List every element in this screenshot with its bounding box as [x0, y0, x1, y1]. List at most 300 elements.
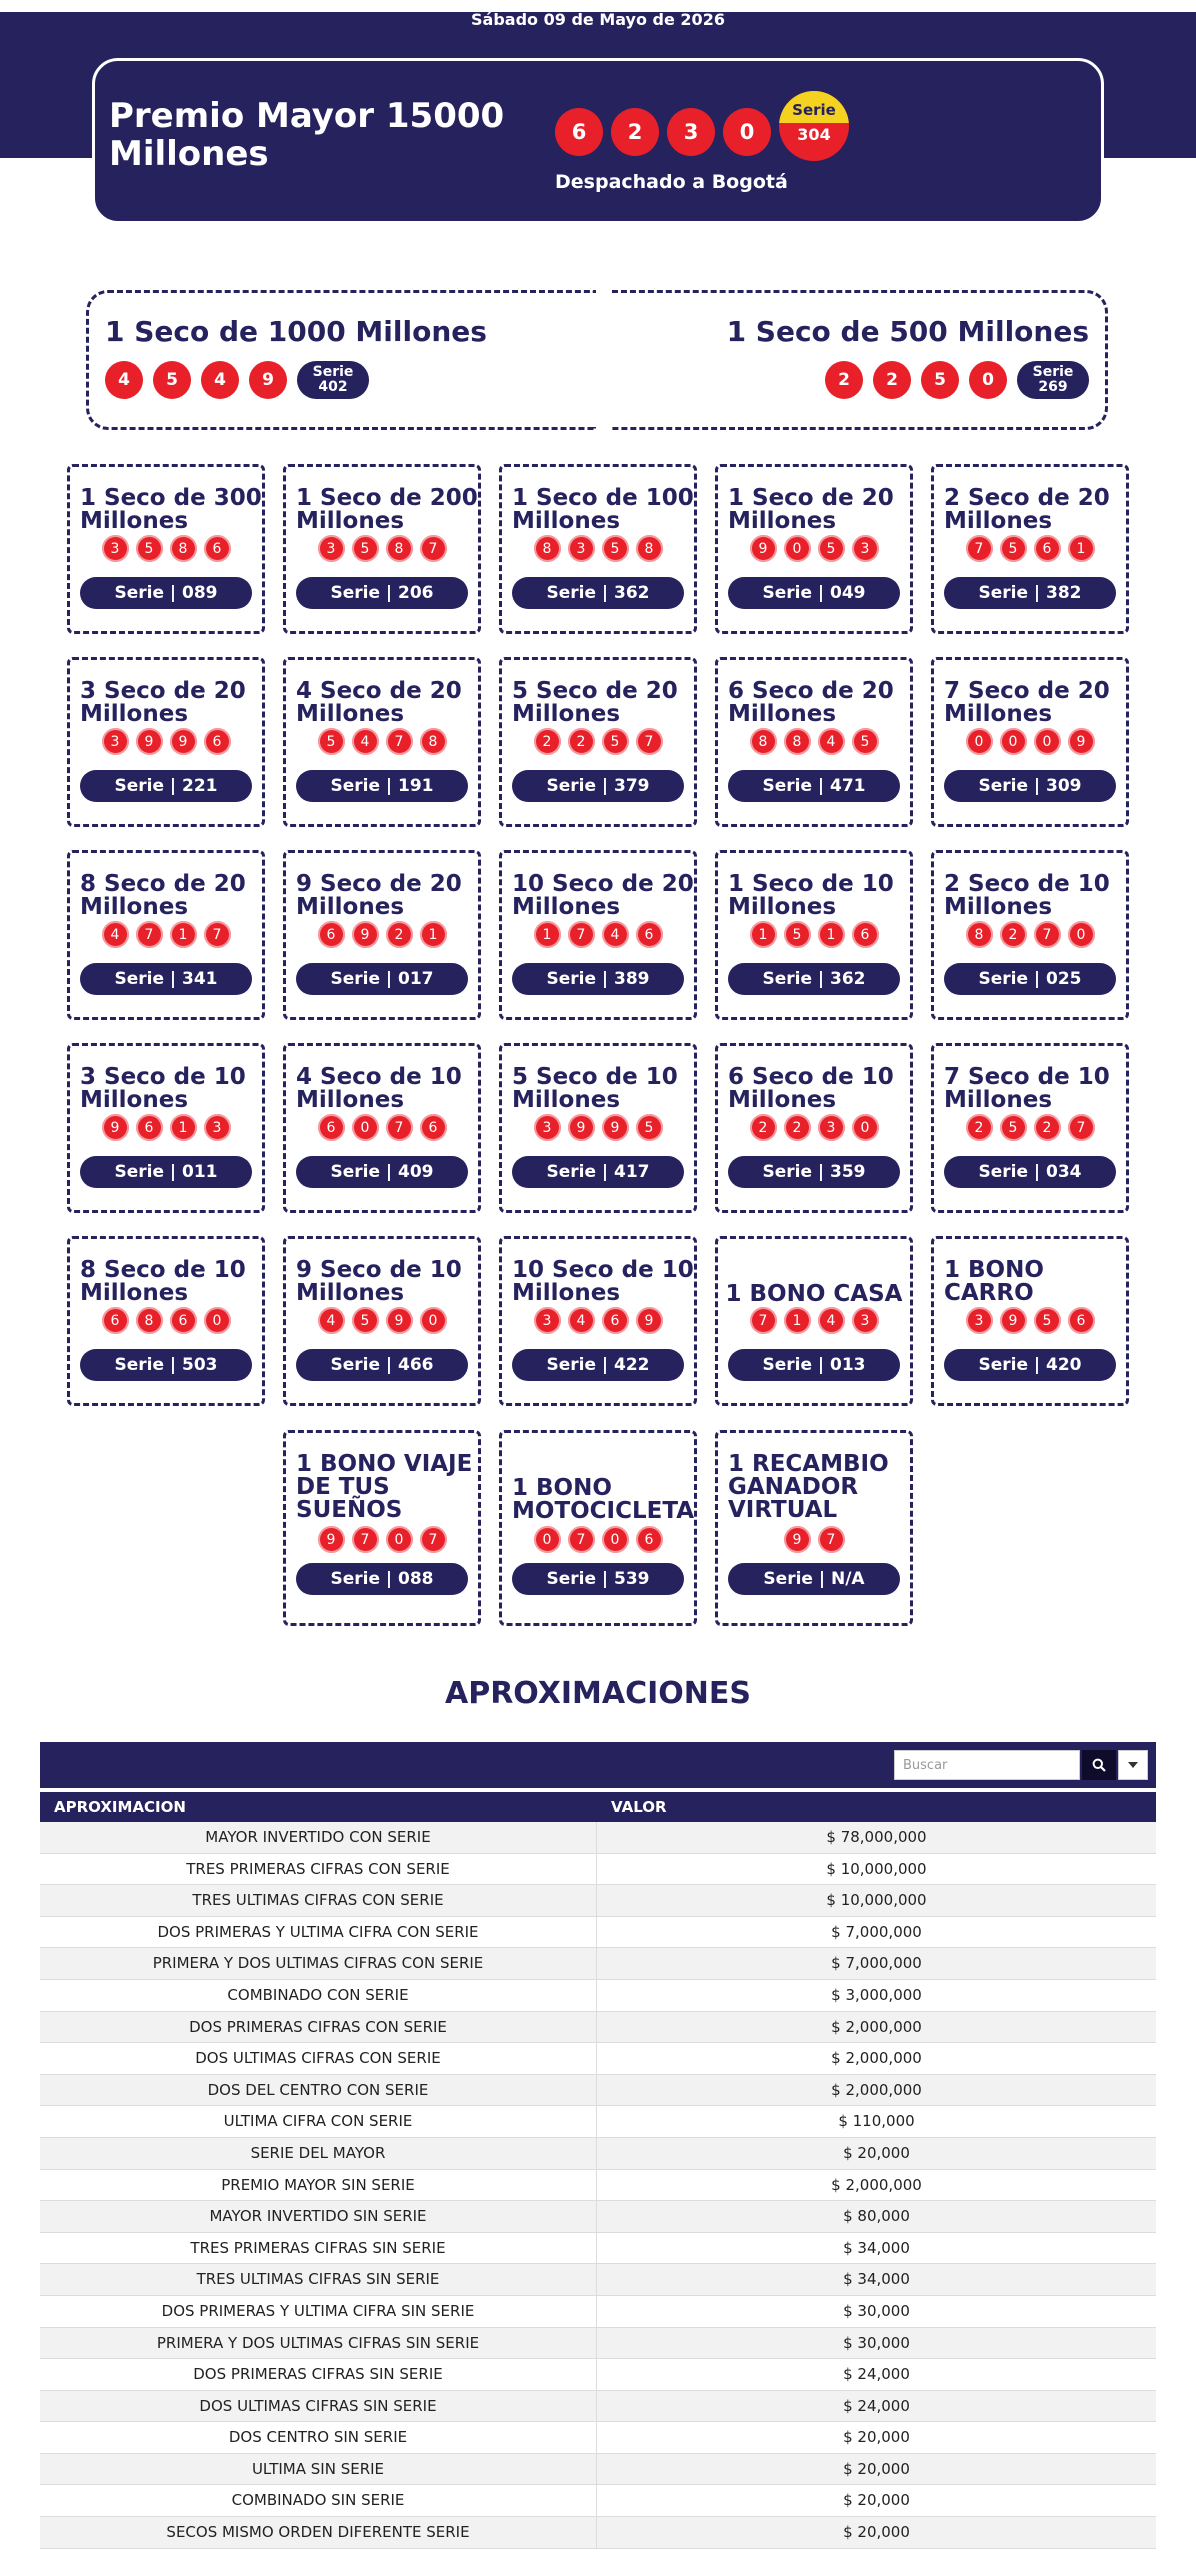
number-ball: 6 — [1034, 535, 1061, 562]
prize-title: 8 Seco de 10 Millones — [80, 1257, 246, 1306]
number-ball: 4 — [102, 921, 129, 948]
number-ball: 3 — [534, 1307, 561, 1334]
cell-valor: $ 24,000 — [843, 2396, 910, 2415]
cell-valor: $ 2,000,000 — [831, 2017, 922, 2036]
number-ball: 5 — [602, 535, 629, 562]
serie-label: Serie | 359 — [728, 1156, 900, 1188]
big-prize-numbers — [825, 361, 1089, 399]
serie-label: Serie | 013 — [728, 1349, 900, 1381]
cell-aproximacion: TRES ULTIMAS CIFRAS CON SERIE — [40, 1885, 597, 1916]
number-ball: 3 — [852, 535, 879, 562]
prize-card — [931, 1043, 1129, 1213]
column-header-valor[interactable]: VALOR — [611, 1798, 667, 1816]
number-ball: 3 — [534, 1114, 561, 1141]
cell-aproximacion: TRES PRIMERAS CIFRAS CON SERIE — [40, 1854, 597, 1885]
prize-title: 5 Seco de 20 Millones — [512, 678, 678, 727]
serie-label: Serie | 362 — [512, 577, 684, 609]
number-ball: 6 — [170, 1307, 197, 1334]
number-ball: 4 — [818, 1307, 845, 1334]
number-ball: 4 — [352, 728, 379, 755]
prize-title: 2 Seco de 10 Millones — [944, 871, 1110, 920]
table-row — [40, 1980, 1156, 2012]
prize-card — [499, 1043, 697, 1213]
number-ball: 2 — [568, 728, 595, 755]
prize-card — [931, 1236, 1129, 1406]
cell-aproximacion: DOS ULTIMAS CIFRAS CON SERIE — [40, 2043, 597, 2074]
prize-title: 1 Seco de 100 Millones — [512, 485, 694, 534]
table-row — [40, 2454, 1156, 2486]
number-ball: 6 — [420, 1114, 447, 1141]
cell-aproximacion: DOS DEL CENTRO CON SERIE — [40, 2075, 597, 2106]
number-ball: 6 — [136, 1114, 163, 1141]
number-ball: 2 — [386, 921, 413, 948]
cell-aproximacion: COMBINADO CON SERIE — [40, 1980, 597, 2011]
prize-title: 1 Seco de 10 Millones — [728, 871, 894, 920]
prize-card — [283, 464, 481, 634]
serie-label: Serie | 420 — [944, 1349, 1116, 1381]
prize-numbers — [286, 1526, 478, 1553]
number-ball: 6 — [636, 1526, 663, 1553]
prize-title: 8 Seco de 20 Millones — [80, 871, 246, 920]
number-ball: 8 — [420, 728, 447, 755]
number-ball: 1 — [534, 921, 561, 948]
table-row — [40, 2517, 1156, 2549]
prize-numbers — [70, 728, 262, 755]
number-ball: 9 — [170, 728, 197, 755]
serie-label: Serie | 539 — [512, 1563, 684, 1595]
prize-title: 9 Seco de 10 Millones — [296, 1257, 462, 1306]
cell-valor: $ 10,000,000 — [826, 1891, 927, 1910]
number-ball: 9 — [386, 1307, 413, 1334]
serie-badge — [779, 91, 849, 161]
number-ball: 6 — [204, 728, 231, 755]
table-row — [40, 2170, 1156, 2202]
prize-title: 1 Seco de 20 Millones — [728, 485, 894, 534]
cell-valor: $ 10,000,000 — [826, 1859, 927, 1878]
cell-aproximacion: TRES ULTIMAS CIFRAS SIN SERIE — [40, 2264, 597, 2295]
number-ball: 5 — [818, 535, 845, 562]
number-ball: 6 — [318, 921, 345, 948]
prize-numbers — [718, 535, 910, 562]
prize-title: 9 Seco de 20 Millones — [296, 871, 462, 920]
number-ball: 9 — [249, 361, 287, 399]
big-prize-title: 1 Seco de 500 Millones — [726, 315, 1089, 348]
number-ball: 7 — [204, 921, 231, 948]
number-ball: 1 — [784, 1307, 811, 1334]
table-row — [40, 2328, 1156, 2360]
cell-valor: $ 20,000 — [843, 2143, 910, 2162]
table-row — [40, 2138, 1156, 2170]
cell-valor: $ 110,000 — [838, 2112, 915, 2131]
prize-numbers — [502, 921, 694, 948]
prize-title: 1 RECAMBIO GANADOR VIRTUAL — [728, 1451, 889, 1523]
number-ball: 3 — [102, 728, 129, 755]
serie-label: Serie | 088 — [296, 1563, 468, 1595]
number-ball: 0 — [534, 1526, 561, 1553]
table-row — [40, 2359, 1156, 2391]
columns-dropdown-button[interactable] — [1118, 1750, 1148, 1780]
table-row — [40, 2233, 1156, 2265]
number-ball: 3 — [818, 1114, 845, 1141]
serie-pill-number: 402 — [318, 379, 348, 395]
serie-badge-number: 304 — [797, 125, 831, 144]
prize-card — [715, 850, 913, 1020]
number-ball: 0 — [723, 108, 771, 156]
number-ball: 2 — [1000, 921, 1027, 948]
prize-card — [931, 464, 1129, 634]
number-ball: 0 — [352, 1114, 379, 1141]
number-ball: 5 — [636, 1114, 663, 1141]
number-ball: 8 — [534, 535, 561, 562]
prize-title: 10 Seco de 10 Millones — [512, 1257, 694, 1306]
prize-numbers — [718, 1114, 910, 1141]
number-ball: 5 — [852, 728, 879, 755]
prize-card — [715, 1430, 913, 1626]
serie-label: Serie | 422 — [512, 1349, 684, 1381]
number-ball: 2 — [784, 1114, 811, 1141]
serie-pill-label: Serie — [1032, 364, 1074, 380]
number-ball: 3 — [667, 108, 715, 156]
serie-label: Serie | 089 — [80, 577, 252, 609]
cell-aproximacion: DOS PRIMERAS CIFRAS CON SERIE — [40, 2012, 597, 2043]
number-ball: 9 — [750, 535, 777, 562]
table-row — [40, 2075, 1156, 2107]
search-button[interactable] — [1082, 1750, 1116, 1780]
prize-numbers — [502, 1307, 694, 1334]
table-row — [40, 2264, 1156, 2296]
serie-label: Serie | 503 — [80, 1349, 252, 1381]
serie-label: Serie | 471 — [728, 770, 900, 802]
serie-label: Serie | 017 — [296, 963, 468, 995]
cell-valor: $ 20,000 — [843, 2523, 910, 2542]
serie-label: Serie | 341 — [80, 963, 252, 995]
number-ball: 9 — [318, 1526, 345, 1553]
number-ball: 6 — [1068, 1307, 1095, 1334]
serie-badge-label: Serie — [779, 91, 849, 123]
number-ball: 5 — [153, 361, 191, 399]
prize-numbers — [286, 728, 478, 755]
table-body — [40, 1822, 1156, 2549]
prize-card — [499, 1430, 697, 1626]
number-ball: 0 — [1000, 728, 1027, 755]
number-ball: 9 — [1068, 728, 1095, 755]
table-header — [40, 1792, 1156, 1822]
number-ball: 8 — [750, 728, 777, 755]
search-icon — [1092, 1758, 1106, 1772]
prize-title: 4 Seco de 10 Millones — [296, 1064, 462, 1113]
number-ball: 8 — [636, 535, 663, 562]
prize-title: 7 Seco de 20 Millones — [944, 678, 1110, 727]
prize-title: 1 Seco de 200 Millones — [296, 485, 478, 534]
number-ball: 0 — [1068, 921, 1095, 948]
prize-numbers — [934, 1114, 1126, 1141]
prize-numbers — [502, 535, 694, 562]
prize-card — [67, 1236, 265, 1406]
prize-card — [283, 657, 481, 827]
search-input[interactable] — [894, 1750, 1080, 1780]
serie-pill-number: 269 — [1038, 379, 1068, 395]
serie-label: Serie | 389 — [512, 963, 684, 995]
number-ball: 2 — [825, 361, 863, 399]
prize-numbers — [934, 728, 1126, 755]
prize-card — [67, 1043, 265, 1213]
number-ball: 9 — [568, 1114, 595, 1141]
number-ball: 2 — [534, 728, 561, 755]
table-row — [40, 1854, 1156, 1886]
serie-label: Serie | 034 — [944, 1156, 1116, 1188]
cell-aproximacion: COMBINADO SIN SERIE — [40, 2485, 597, 2516]
table-row — [40, 2391, 1156, 2423]
number-ball: 5 — [352, 535, 379, 562]
cell-aproximacion: ULTIMA CIFRA CON SERIE — [40, 2106, 597, 2137]
cell-valor: $ 34,000 — [843, 2238, 910, 2257]
number-ball: 4 — [105, 361, 143, 399]
prize-card — [499, 657, 697, 827]
prize-title: 6 Seco de 20 Millones — [728, 678, 894, 727]
cell-valor: $ 3,000,000 — [831, 1985, 922, 2004]
big-prize-card-500 — [612, 290, 1108, 430]
prize-card — [283, 1236, 481, 1406]
number-ball: 0 — [602, 1526, 629, 1553]
cell-aproximacion: PRIMERA Y DOS ULTIMAS CIFRAS SIN SERIE — [40, 2328, 597, 2359]
table-row — [40, 2106, 1156, 2138]
serie-label: Serie | 466 — [296, 1349, 468, 1381]
table-row — [40, 2201, 1156, 2233]
table-row — [40, 1917, 1156, 1949]
cell-valor: $ 34,000 — [843, 2270, 910, 2289]
number-ball: 3 — [102, 535, 129, 562]
number-ball: 0 — [1034, 728, 1061, 755]
cell-valor: $ 7,000,000 — [831, 1922, 922, 1941]
prize-title: 3 Seco de 10 Millones — [80, 1064, 246, 1113]
prize-numbers — [70, 921, 262, 948]
prize-card — [67, 657, 265, 827]
number-ball: 0 — [386, 1526, 413, 1553]
main-prize-title: Premio Mayor 15000 Millones — [109, 96, 505, 174]
cell-valor: $ 80,000 — [843, 2207, 910, 2226]
prize-title: 3 Seco de 20 Millones — [80, 678, 246, 727]
cell-valor: $ 20,000 — [843, 2428, 910, 2447]
prize-card — [283, 850, 481, 1020]
number-ball: 6 — [318, 1114, 345, 1141]
number-ball: 5 — [921, 361, 959, 399]
cell-aproximacion: SECOS MISMO ORDEN DIFERENTE SERIE — [40, 2517, 597, 2548]
prize-numbers — [934, 921, 1126, 948]
cell-valor: $ 7,000,000 — [831, 1954, 922, 1973]
number-ball: 5 — [602, 728, 629, 755]
number-ball: 1 — [420, 921, 447, 948]
serie-label: Serie | 025 — [944, 963, 1116, 995]
number-ball: 7 — [636, 728, 663, 755]
number-ball: 3 — [318, 535, 345, 562]
cell-aproximacion: PREMIO MAYOR SIN SERIE — [40, 2170, 597, 2201]
number-ball: 0 — [969, 361, 1007, 399]
number-ball: 9 — [1000, 1307, 1027, 1334]
cell-valor: $ 2,000,000 — [831, 2080, 922, 2099]
prize-card — [931, 850, 1129, 1020]
serie-label: Serie | 049 — [728, 577, 900, 609]
number-ball: 4 — [818, 728, 845, 755]
serie-label: Serie | 011 — [80, 1156, 252, 1188]
number-ball: 3 — [568, 535, 595, 562]
table-row — [40, 2296, 1156, 2328]
table-row — [40, 1948, 1156, 1980]
cell-valor: $ 78,000,000 — [826, 1828, 927, 1846]
number-ball: 4 — [602, 921, 629, 948]
number-ball: 8 — [170, 535, 197, 562]
cell-aproximacion: SERIE DEL MAYOR — [40, 2138, 597, 2169]
number-ball: 1 — [1068, 535, 1095, 562]
number-ball: 7 — [136, 921, 163, 948]
number-ball: 9 — [784, 1526, 811, 1553]
serie-pill — [297, 361, 369, 399]
number-ball: 5 — [136, 535, 163, 562]
number-ball: 3 — [204, 1114, 231, 1141]
serie-label: Serie | 382 — [944, 577, 1116, 609]
prize-card — [715, 464, 913, 634]
number-ball: 5 — [352, 1307, 379, 1334]
number-ball: 6 — [555, 108, 603, 156]
number-ball: 7 — [568, 1526, 595, 1553]
table-row — [40, 1885, 1156, 1917]
cell-valor: $ 2,000,000 — [831, 2049, 922, 2068]
serie-label: Serie | 417 — [512, 1156, 684, 1188]
number-ball: 9 — [352, 921, 379, 948]
cell-valor: $ 30,000 — [843, 2301, 910, 2320]
prize-numbers — [718, 1526, 910, 1553]
prize-numbers — [70, 1307, 262, 1334]
serie-label: Serie | 206 — [296, 577, 468, 609]
cell-aproximacion: DOS PRIMERAS Y ULTIMA CIFRA CON SERIE — [40, 1917, 597, 1948]
number-ball: 9 — [636, 1307, 663, 1334]
serie-label: Serie | N/A — [728, 1563, 900, 1595]
number-ball: 3 — [852, 1307, 879, 1334]
prize-title: 1 BONO MOTOCICLETA — [512, 1475, 695, 1524]
prize-title: 4 Seco de 20 Millones — [296, 678, 462, 727]
serie-label: Serie | 221 — [80, 770, 252, 802]
serie-label: Serie | 379 — [512, 770, 684, 802]
number-ball: 8 — [784, 728, 811, 755]
number-ball: 8 — [966, 921, 993, 948]
number-ball: 0 — [966, 728, 993, 755]
number-ball: 2 — [1034, 1114, 1061, 1141]
number-ball: 6 — [204, 535, 231, 562]
big-prize-title: 1 Seco de 1000 Millones — [105, 315, 487, 348]
prize-card — [715, 1043, 913, 1213]
number-ball: 0 — [420, 1307, 447, 1334]
cell-aproximacion: MAYOR INVERTIDO CON SERIE — [40, 1822, 597, 1853]
prize-title: 10 Seco de 20 Millones — [512, 871, 694, 920]
number-ball: 6 — [602, 1307, 629, 1334]
number-ball: 7 — [386, 1114, 413, 1141]
cell-aproximacion: DOS PRIMERAS CIFRAS SIN SERIE — [40, 2359, 597, 2390]
table-row — [40, 2043, 1156, 2075]
number-ball: 2 — [873, 361, 911, 399]
prize-numbers — [718, 921, 910, 948]
number-ball: 6 — [636, 921, 663, 948]
dispatched-location: Despachado a Bogotá — [555, 171, 788, 193]
prize-numbers — [718, 728, 910, 755]
number-ball: 6 — [852, 921, 879, 948]
cell-aproximacion: PRIMERA Y DOS ULTIMAS CIFRAS CON SERIE — [40, 1948, 597, 1979]
prize-numbers — [70, 535, 262, 562]
number-ball: 9 — [136, 728, 163, 755]
number-ball: 7 — [1034, 921, 1061, 948]
number-ball: 0 — [204, 1307, 231, 1334]
cell-aproximacion: DOS PRIMERAS Y ULTIMA CIFRA SIN SERIE — [40, 2296, 597, 2327]
number-ball: 7 — [568, 921, 595, 948]
draw-date: Sábado 09 de Mayo de 2026 — [471, 10, 725, 29]
prize-card — [499, 464, 697, 634]
prize-card — [283, 1430, 481, 1626]
cell-aproximacion: ULTIMA SIN SERIE — [40, 2454, 597, 2485]
number-ball: 4 — [201, 361, 239, 399]
number-ball: 2 — [611, 108, 659, 156]
prize-title: 2 Seco de 20 Millones — [944, 485, 1110, 534]
number-ball: 3 — [966, 1307, 993, 1334]
cell-aproximacion: MAYOR INVERTIDO SIN SERIE — [40, 2201, 597, 2232]
main-prize-numbers — [555, 103, 849, 161]
number-ball: 6 — [102, 1307, 129, 1334]
number-ball: 0 — [852, 1114, 879, 1141]
number-ball: 9 — [602, 1114, 629, 1141]
number-ball: 1 — [750, 921, 777, 948]
prize-numbers — [934, 1307, 1126, 1334]
cell-valor: $ 24,000 — [843, 2365, 910, 2384]
cell-aproximacion: DOS CENTRO SIN SERIE — [40, 2422, 597, 2453]
prize-numbers — [286, 1307, 478, 1334]
main-prize-card — [92, 58, 1104, 224]
number-ball: 2 — [966, 1114, 993, 1141]
table-row — [40, 2422, 1156, 2454]
serie-pill — [1017, 361, 1089, 399]
number-ball: 5 — [1000, 1114, 1027, 1141]
prize-card — [715, 1236, 913, 1406]
prize-title: 6 Seco de 10 Millones — [728, 1064, 894, 1113]
table-row — [40, 1822, 1156, 1854]
number-ball: 0 — [784, 535, 811, 562]
cell-aproximacion: DOS ULTIMAS CIFRAS SIN SERIE — [40, 2391, 597, 2422]
serie-pill-label: Serie — [312, 364, 354, 380]
prize-numbers — [718, 1307, 910, 1334]
number-ball: 4 — [318, 1307, 345, 1334]
number-ball: 1 — [170, 921, 197, 948]
prize-title: 7 Seco de 10 Millones — [944, 1064, 1110, 1113]
table-row — [40, 2485, 1156, 2517]
prize-numbers — [502, 1114, 694, 1141]
table-row — [40, 2012, 1156, 2044]
serie-label: Serie | 309 — [944, 770, 1116, 802]
prize-card — [931, 657, 1129, 827]
prize-numbers — [286, 535, 478, 562]
prize-card — [499, 850, 697, 1020]
cell-valor: $ 20,000 — [843, 2491, 910, 2510]
number-ball: 2 — [750, 1114, 777, 1141]
prize-title: 1 BONO CARRO — [944, 1257, 1044, 1306]
number-ball: 7 — [966, 535, 993, 562]
number-ball: 5 — [784, 921, 811, 948]
number-ball: 8 — [136, 1307, 163, 1334]
prize-card — [283, 1043, 481, 1213]
number-ball: 4 — [568, 1307, 595, 1334]
column-header-aproximacion[interactable]: APROXIMACION — [54, 1798, 186, 1816]
number-ball: 7 — [352, 1526, 379, 1553]
serie-label: Serie | 191 — [296, 770, 468, 802]
prize-numbers — [286, 1114, 478, 1141]
cell-valor: $ 2,000,000 — [831, 2175, 922, 2194]
aproximaciones-title: APROXIMACIONES — [445, 1676, 751, 1711]
serie-label: Serie | 362 — [728, 963, 900, 995]
